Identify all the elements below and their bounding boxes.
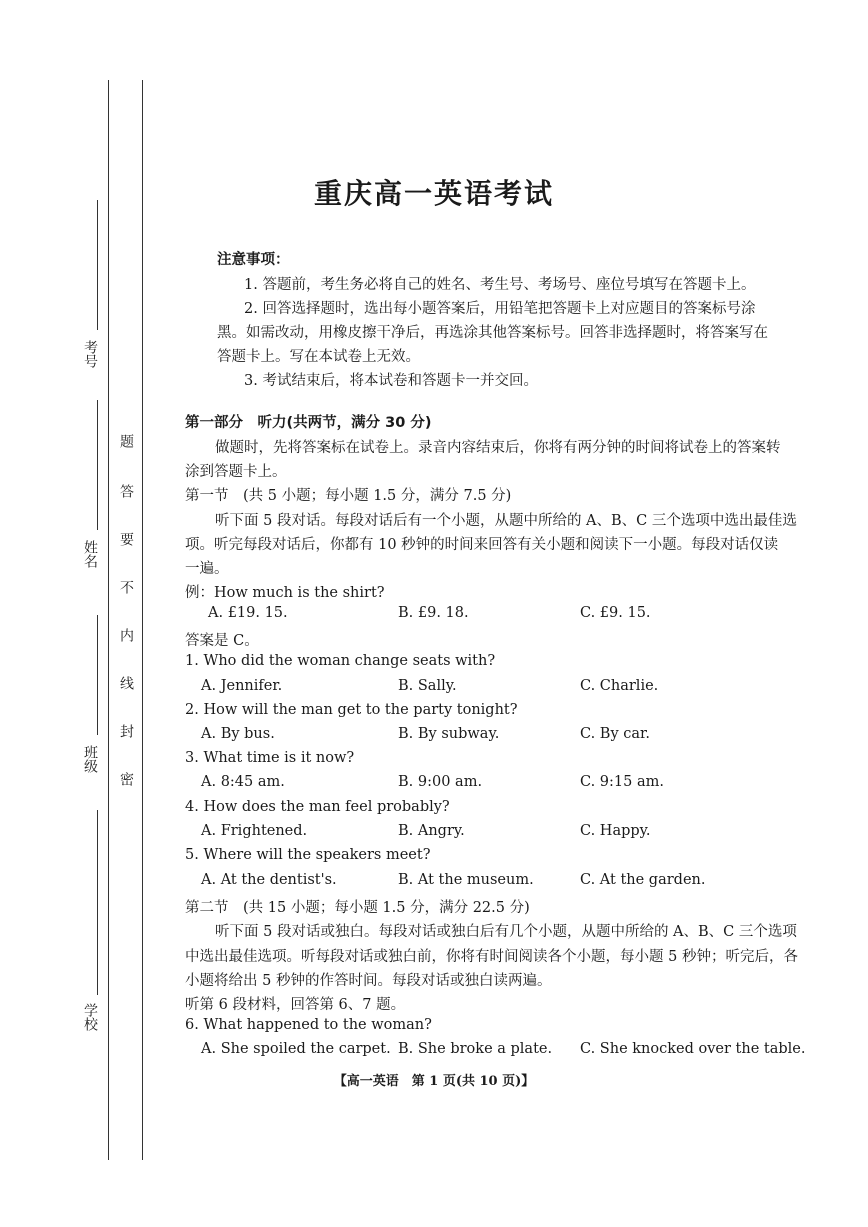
seal-char: 要 <box>118 532 134 546</box>
part1-heading: 第一部分 听力(共两节，满分 30 分) <box>185 415 432 431</box>
notice-line: 3. 考试结束后，将本试卷和答题卡一并交回。 <box>244 373 538 389</box>
option-a: A. Frightened. <box>201 823 308 839</box>
section2-heading: 第二节 (共 15 小题；每小题 1.5 分，满分 22.5 分) <box>185 900 530 916</box>
school-label: 学校 <box>82 1003 98 1031</box>
name-label: 姓名 <box>82 540 98 568</box>
part1-intro-line: 涂到答题卡上。 <box>185 464 287 480</box>
option-a: A. By bus. <box>201 726 275 742</box>
option-b: B. £9. 18. <box>398 605 469 621</box>
exam-no-blank <box>97 200 98 330</box>
option-a: A. 8:45 am. <box>201 774 285 790</box>
option-c: C. Happy. <box>580 823 651 839</box>
option-a: A. £19. 15. <box>208 605 288 621</box>
page-footer: 【高一英语 第 1 页(共 10 页)】 <box>333 1074 535 1089</box>
class-label: 班级 <box>82 745 98 773</box>
question-text: 5. Where will the speakers meet? <box>185 847 431 863</box>
seal-char: 封 <box>118 724 134 738</box>
notice-line: 黑。如需改动，用橡皮擦干净后，再选涂其他答案标号。回答非选择题时，将答案写在 <box>217 325 768 341</box>
exam-no-label: 考号 <box>82 340 98 368</box>
option-b: B. At the museum. <box>398 872 534 888</box>
option-b: B. By subway. <box>398 726 500 742</box>
class-blank <box>97 615 98 735</box>
option-a: A. She spoiled the carpet. <box>201 1041 391 1057</box>
option-c: C. 9:15 am. <box>580 774 664 790</box>
part1-intro-line: 做题时，先将答案标在试卷上。录音内容结束后，你将有两分钟的时间将试卷上的答案转 <box>215 440 781 456</box>
school-blank <box>97 810 98 995</box>
option-b: B. 9:00 am. <box>398 774 483 790</box>
seal-char: 题 <box>118 434 134 448</box>
section1-intro-line: 一遍。 <box>185 561 229 577</box>
question-text: 3. What time is it now? <box>185 750 355 766</box>
question-text: 4. How does the man feel probably? <box>185 799 450 815</box>
name-blank <box>97 400 98 530</box>
seal-char: 密 <box>118 772 134 786</box>
question-text: 2. How will the man get to the party tonight? <box>185 702 518 718</box>
example-answer: 答案是 C。 <box>185 633 259 649</box>
option-c: C. £9. 15. <box>580 605 651 621</box>
section1-intro-line: 听下面 5 段对话。每段对话后有一个小题，从题中所给的 A、B、C 三个选项中选出最佳选 <box>215 513 797 529</box>
option-c: C. Charlie. <box>580 678 659 694</box>
option-b: B. She broke a plate. <box>398 1041 553 1057</box>
notice-heading: 注意事项： <box>217 252 290 268</box>
notice-line: 2. 回答选择题时，选出每小题答案后，用铅笔把答题卡上对应题目的答案标号涂 <box>244 301 756 317</box>
exam-title: 重庆高一英语考试 <box>313 177 554 210</box>
option-a: A. At the dentist's. <box>201 872 337 888</box>
question-text: 6. What happened to the woman? <box>185 1017 432 1033</box>
option-c: C. She knocked over the table. <box>580 1041 806 1057</box>
seal-char: 不 <box>118 580 134 594</box>
material-note: 听第 6 段材料，回答第 6、7 题。 <box>185 997 406 1013</box>
section2-intro-line: 中选出最佳选项。听每段对话或独白前，你将有时间阅读各个小题，每小题 5 秒钟；听完后，各 <box>185 949 798 965</box>
section2-intro-line: 小题将给出 5 秒钟的作答时间。每段对话或独白读两遍。 <box>185 973 552 989</box>
option-b: B. Angry. <box>398 823 465 839</box>
option-a: A. Jennifer. <box>201 678 283 694</box>
seal-char: 线 <box>118 676 134 690</box>
notice-line: 答题卡上。写在本试卷上无效。 <box>217 349 420 365</box>
binding-line-right <box>142 80 143 1160</box>
binding-line-left <box>108 80 109 1160</box>
question-text: 1. Who did the woman change seats with? <box>185 653 496 669</box>
option-c: C. At the garden. <box>580 872 706 888</box>
option-b: B. Sally. <box>398 678 457 694</box>
option-c: C. By car. <box>580 726 650 742</box>
section1-intro-line: 项。听完每段对话后，你都有 10 秒钟的时间来回答有关小题和阅读下一小题。每段对话仅读 <box>185 537 779 553</box>
section1-heading: 第一节 (共 5 小题；每小题 1.5 分，满分 7.5 分) <box>185 488 512 504</box>
section2-intro-line: 听下面 5 段对话或独白。每段对话或独白后有几个小题，从题中所给的 A、B、C 三个选项 <box>215 924 797 940</box>
example-question: 例：How much is the shirt? <box>185 585 385 601</box>
notice-line: 1. 答题前，考生务必将自己的姓名、考生号、考场号、座位号填写在答题卡上。 <box>244 277 756 293</box>
seal-char: 内 <box>118 628 134 642</box>
seal-char: 答 <box>118 484 134 498</box>
